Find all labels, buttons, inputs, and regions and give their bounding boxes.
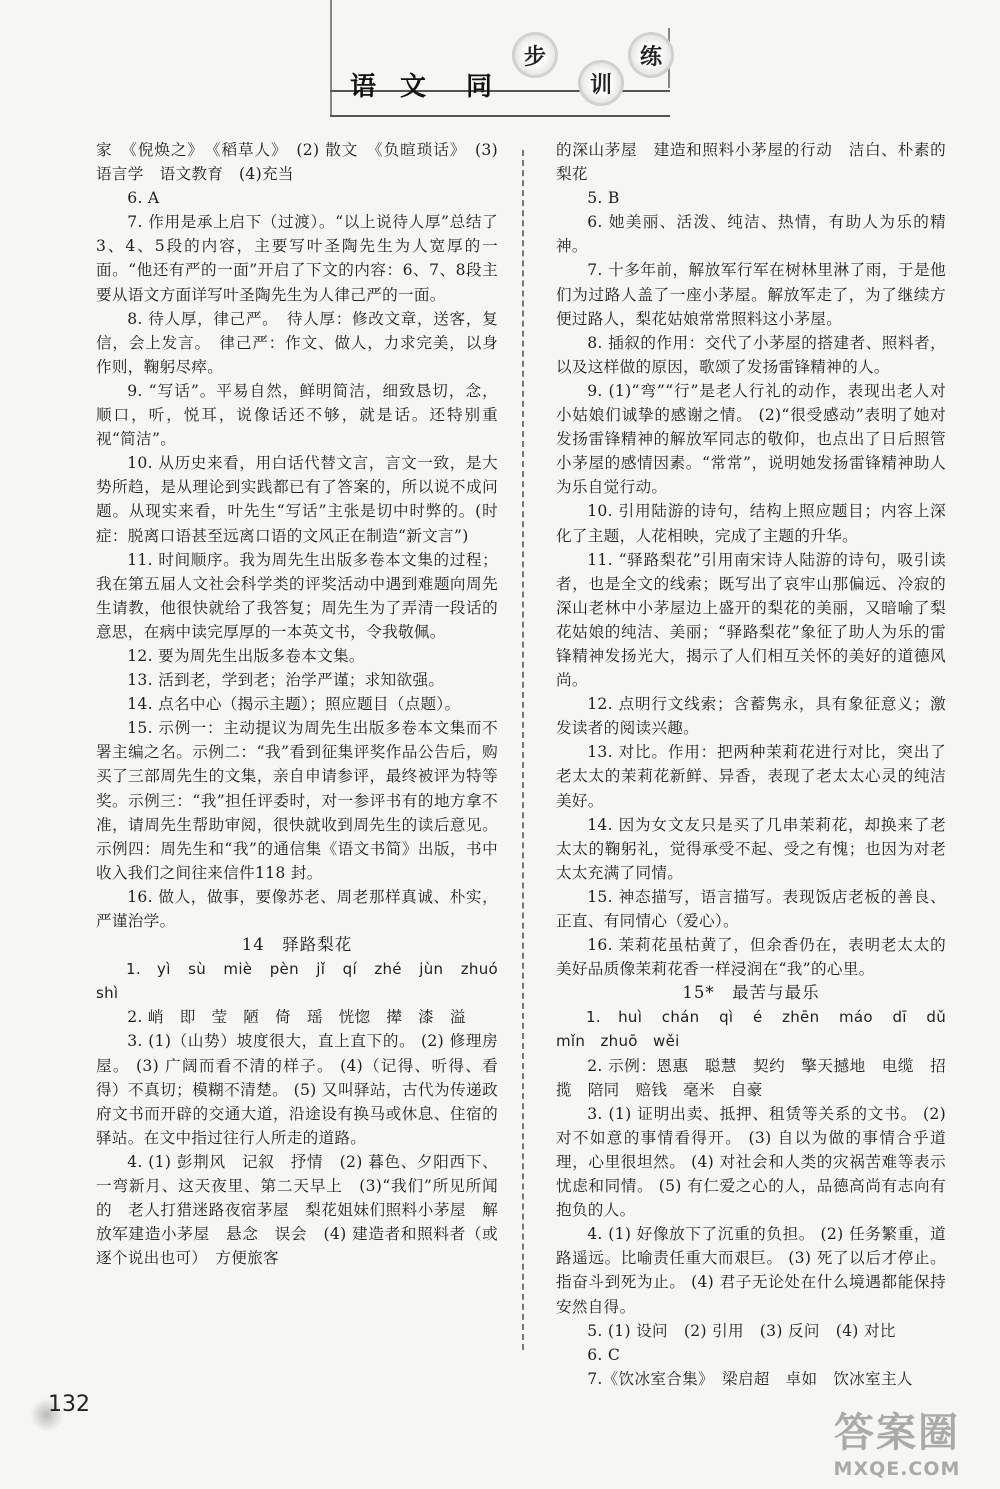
header-left-rule [330, 0, 332, 115]
answer-item: 10. 从历史来看，用白话代替文言，言文一致，是大势所趋，是从理论到实践都已有了答案的，所以说不成问题。从现实来看，叶先生“写话”主张是切中时弊的。(时症：脱离口语甚至远离口语的文风正在制造“新文言”) [96, 454, 498, 545]
column-divider [522, 150, 524, 1350]
header-title-char: 语 [350, 72, 377, 102]
watermark-url: MXQE.COM [833, 1457, 961, 1480]
answer-item: 14. 因为女文友只是买了几串茉莉花，却换来了老太太的鞠躬礼，觉得承受不起、受之有愧；也因为对老太太充满了同情。 [556, 815, 946, 882]
left-column [96, 138, 514, 1270]
right-column [556, 138, 962, 1391]
header-badge: 练 [628, 32, 674, 78]
answer-item: 3. (1) 证明出卖、抵押、租赁等关系的文书。 (2) 对不如意的事情看得开。 (3) 自以为做的事情合乎道理，心里很坦然。 (4) 对社会和人类的灾祸苦难等表示忧虑和同情。 (5) 有仁爱之心的人，品德高尚有志向有抱负的人。 [556, 1104, 946, 1220]
page-header [0, 0, 1000, 140]
answer-item: 12. 点明行文线索；含蓄隽永，具有象征意义；激发读者的阅读兴趣。 [556, 695, 946, 738]
answer-item: 15. 神态描写，语言描写。表现饭店老板的善良、正直、有同情心（爱心）。 [556, 887, 946, 930]
watermark-title: 答案圈 [834, 1409, 960, 1456]
answer-item: 11. “驿路梨花”引用南宋诗人陆游的诗句，吸引读者，也是全文的线索；既写出了哀牢山那偏远、冷寂的深山老林中小茅屋边上盛开的梨花的美丽，又暗喻了梨花姑娘的纯洁、美丽；“驿路梨花”象征了助人为乐的雷锋精神发扬光大，揭示了人们相互关怀的美好的道德风尚。 [556, 550, 946, 690]
answer-item: 2. 示例：恩惠 聪慧 契约 擎天撼地 电缆 招揽 陪同 赔钱 毫米 自豪 [556, 1056, 946, 1099]
answer-item: 13. 对比。作用：把两种茉莉花进行对比，突出了老太太的茉莉花新鲜、异香，表现了老太太心灵的纯洁美好。 [556, 743, 946, 810]
header-rule-bottom [330, 115, 670, 117]
answer-item: 14. 点名中心（揭示主题）；照应题目（点题）。 [127, 695, 461, 714]
answer-item: 15. 示例一：主动提议为周先生出版多卷本文集而不署主编之名。示例二：“我”看到征集评奖作品公告后，购买了三部周先生的文集，亲自申请参评，最终被评为特等奖。示例三：“我”担任评委时，对一参评书有的地方拿不准，请周先生帮助审阅，很快就收到周先生的读后意见。示例四：周先生和“我”的通信集《语文书简》出版，书中收入我们之间往来信件118 封。 [96, 719, 498, 882]
answer-item: 6. A [127, 189, 160, 208]
answer-item: 16. 做人，做事，要像苏老、周老那样真诚、朴实，严谨治学。 [96, 887, 498, 930]
answer-item: 12. 要为周先生出版多卷本文集。 [127, 646, 365, 665]
pinyin-answer: 1. yì sù miè pèn jǐ qí zhé jùn zhuó shì [96, 960, 514, 1003]
pinyin-answer: 1. huì chán qì é zhēn máo dī dǔ mǐn zhuō wěi [556, 1008, 962, 1051]
answer-item: 7. 十多年前，解放军行军在树林里淋了雨，于是他们为过路人盖了一座小茅屋。解放军走了，为了继续方便过路人，梨花姑娘常常照料这小茅屋。 [556, 261, 946, 328]
answer-item: 11. 时间顺序。我为周先生出版多卷本文集的过程；我在第五届人文社会科学类的评奖活动中遇到难题向周先生请教，他很快就给了我答复；周先生为了弄清一段话的意思，在病中读完厚厚的一本英文书，令我敬佩。 [96, 550, 498, 641]
answer-item: 16. 茉莉花虽枯黄了，但余香仍在，表明老太太的美好品质像茉莉花香一样浸润在“我”的心里。 [556, 936, 946, 979]
header-badge: 步 [512, 32, 558, 78]
answer-item: 6. C [587, 1345, 621, 1364]
answer-continuation: 的深山茅屋 建造和照料小茅屋的行动 洁白、朴素的梨花 [556, 141, 946, 184]
answer-item: 9. “写话”。平易自然，鲜明简洁，细致恳切，念，顺口，听，悦耳，说像话还不够，就是话。还特别重视“简洁”。 [96, 381, 498, 449]
section-heading: 14 驿路梨花 [241, 935, 353, 955]
header-title-char: 同 [466, 72, 493, 102]
section-heading: 15* 最苦与最乐 [682, 983, 820, 1003]
answer-item: 5. B [587, 189, 620, 208]
answer-item: 13. 活到老，学到老；治学严谨；求知欲强。 [127, 671, 445, 690]
page-number: 132 [48, 1392, 90, 1417]
answer-item: 7. 作用是承上启下（过渡）。“以上说待人厚”总结了3、4、5段的内容，主要写叶圣陶先生为人宽厚的一面。“他还有严的一面”开启了下文的内容：6、7、8段主要从语文方面详写叶圣陶先生为人律己严的一面。 [96, 213, 498, 304]
answer-item: 2. 峭 即 莹 陋 倚 瑶 恍惚 撵 漆 溢 [127, 1008, 466, 1027]
answer-item: 3. (1)（山势）坡度很大，直上直下的。 (2) 修理房屋。 (3) 广阔而看不清的样子。 (4)（记得、听得、看得）不真切；模糊不清楚。 (5) 又叫驿站，古代为传递政府文书而开辟的交通大道，沿途设有换马或休息、住宿的驿站。在文中指过往行人所走的道路。 [96, 1032, 498, 1147]
answer-item: 4. (1) 好像放下了沉重的负担。 (2) 任务繁重，道路遥远。比喻责任重大而艰巨。 (3) 死了以后才停止。指奋斗到死为止。 (4) 君子无论处在什么境遇都能保持安然自得。 [556, 1225, 946, 1316]
answer-item: 7.《饮冰室合集》 梁启超 卓如 饮冰室主人 [587, 1369, 913, 1388]
header-badge: 训 [578, 60, 624, 106]
watermark-logo [812, 1400, 982, 1480]
answer-item: 6. 她美丽、活泼、纯洁、热情，有助人为乐的精神。 [556, 213, 946, 256]
header-title-char: 文 [400, 72, 427, 102]
answer-item: 4. (1) 彭荆风 记叙 抒情 (2) 暮色、夕阳西下、一弯新月、这天夜里、第二天早上 (3)“我们”所见所闻的 老人打猎迷路夜宿茅屋 梨花姐妹们照料小茅屋 解放军建造小茅屋 悬念 误会 (4) 建造者和照料者（或逐个说出也可） 方便旅客 [96, 1152, 498, 1268]
answer-item: 5. (1) 设问 (2) 引用 (3) 反问 (4) 对比 [587, 1321, 896, 1340]
answer-item: 8. 待人厚，律己严。 待人厚：修改文章，送客，复信，会上发言。 律己严：作文、做人，力求完美，以身作则，鞠躬尽瘁。 [96, 309, 498, 376]
answer-item: 8. 插叙的作用：交代了小茅屋的搭建者、照料者，以及这样做的原因，歌颂了发扬雷锋精神的人。 [556, 333, 946, 376]
answer-continuation: 家 《倪焕之》 《稻草人》 (2) 散文 《负暄琐话》 (3) 语言学 语文教育 (4)充当 [96, 141, 498, 184]
answer-item: 10. 引用陆游的诗句，结构上照应题目；内容上深化了主题，人花相映，完成了主题的升华。 [556, 502, 946, 545]
answer-item: 9. (1)“弯”“行”是老人行礼的动作，表现出老人对小姑娘们诚挚的感谢之情。 (2)“很受感动”表明了她对发扬雷锋精神的解放军同志的敬仰，也点出了日后照管小茅屋的感情因素。“常常”，说明她发扬雷锋精神助人为乐自觉行动。 [556, 381, 946, 497]
